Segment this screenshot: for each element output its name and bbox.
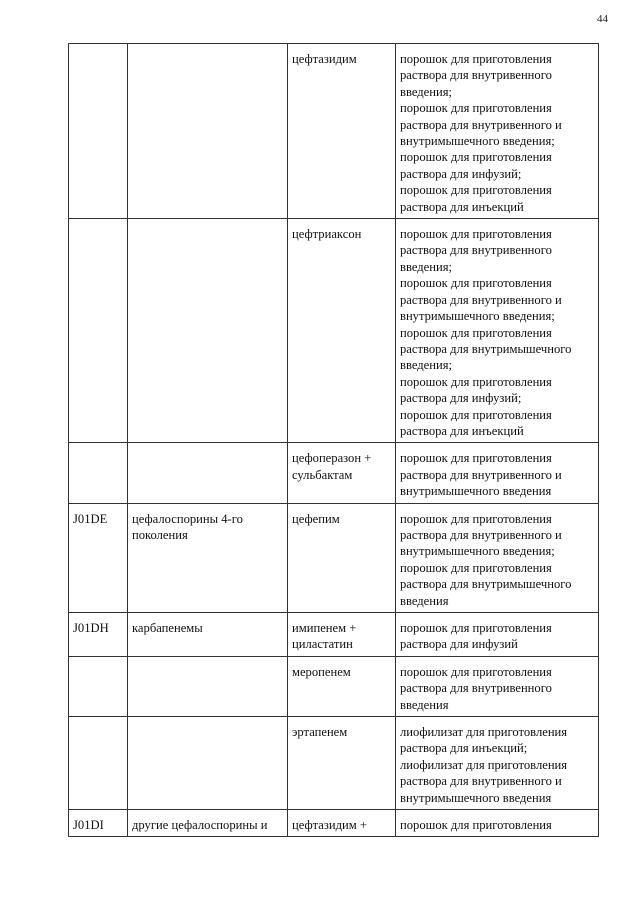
dosage-forms-cell: лиофилизат для приготовления раствора для инъекций; лиофилизат для приготовления раствора для внутривенного и внутримышечного введения	[396, 717, 599, 810]
group-cell	[128, 44, 288, 219]
drug-name-cell: цефепим	[288, 503, 396, 612]
table-row	[69, 44, 599, 219]
drug-name-cell: цефоперазон + сульбактам	[288, 443, 396, 503]
dosage-forms-cell: порошок для приготовления раствора для внутривенного и внутримышечного введения	[396, 443, 599, 503]
atc-code-cell: J01DI	[69, 810, 128, 837]
table-row	[69, 503, 599, 612]
table-row	[69, 810, 599, 837]
group-cell	[128, 219, 288, 443]
group-cell	[128, 443, 288, 503]
drug-name-cell: цефтриаксон	[288, 219, 396, 443]
dosage-forms-cell: порошок для приготовления раствора для внутривенного и внутримышечного введения; порошок для приготовления раствора для внутримышечного введения	[396, 503, 599, 612]
atc-code-cell	[69, 44, 128, 219]
drug-name-cell: имипенем + циластатин	[288, 613, 396, 657]
drug-name-cell: эртапенем	[288, 717, 396, 810]
drug-name-cell: меропенем	[288, 656, 396, 716]
table-row	[69, 656, 599, 716]
atc-code-cell	[69, 656, 128, 716]
atc-code-cell: J01DH	[69, 613, 128, 657]
dosage-forms-cell: порошок для приготовления раствора для внутривенного введения; порошок для приготовления раствора для внутривенного и внутримышечного введения; порошок для приготовления раствора для внутримышечного введения; порошок для приготовления раствора для инфузий; порошок для приготовления раствора для инъекций	[396, 219, 599, 443]
drug-name-cell: цефтазидим	[288, 44, 396, 219]
page-number: 44	[597, 13, 608, 25]
table-row	[69, 717, 599, 810]
group-cell: другие цефалоспорины и	[128, 810, 288, 837]
table-row	[69, 613, 599, 657]
atc-code-cell	[69, 443, 128, 503]
table-row	[69, 219, 599, 443]
group-cell	[128, 656, 288, 716]
drug-name-cell: цефтазидим +	[288, 810, 396, 837]
table-row	[69, 443, 599, 503]
dosage-forms-cell: порошок для приготовления	[396, 810, 599, 837]
group-cell: карбапенемы	[128, 613, 288, 657]
group-cell: цефалоспорины 4-го поколения	[128, 503, 288, 612]
atc-code-cell: J01DE	[69, 503, 128, 612]
dosage-forms-cell: порошок для приготовления раствора для инфузий	[396, 613, 599, 657]
dosage-forms-cell: порошок для приготовления раствора для внутривенного введения; порошок для приготовления раствора для внутривенного и внутримышечного введения; порошок для приготовления раствора для инфузий; порошок для приготовления раствора для инъекций	[396, 44, 599, 219]
atc-code-cell	[69, 717, 128, 810]
drug-table	[68, 43, 599, 837]
atc-code-cell	[69, 219, 128, 443]
group-cell	[128, 717, 288, 810]
dosage-forms-cell: порошок для приготовления раствора для внутривенного введения	[396, 656, 599, 716]
